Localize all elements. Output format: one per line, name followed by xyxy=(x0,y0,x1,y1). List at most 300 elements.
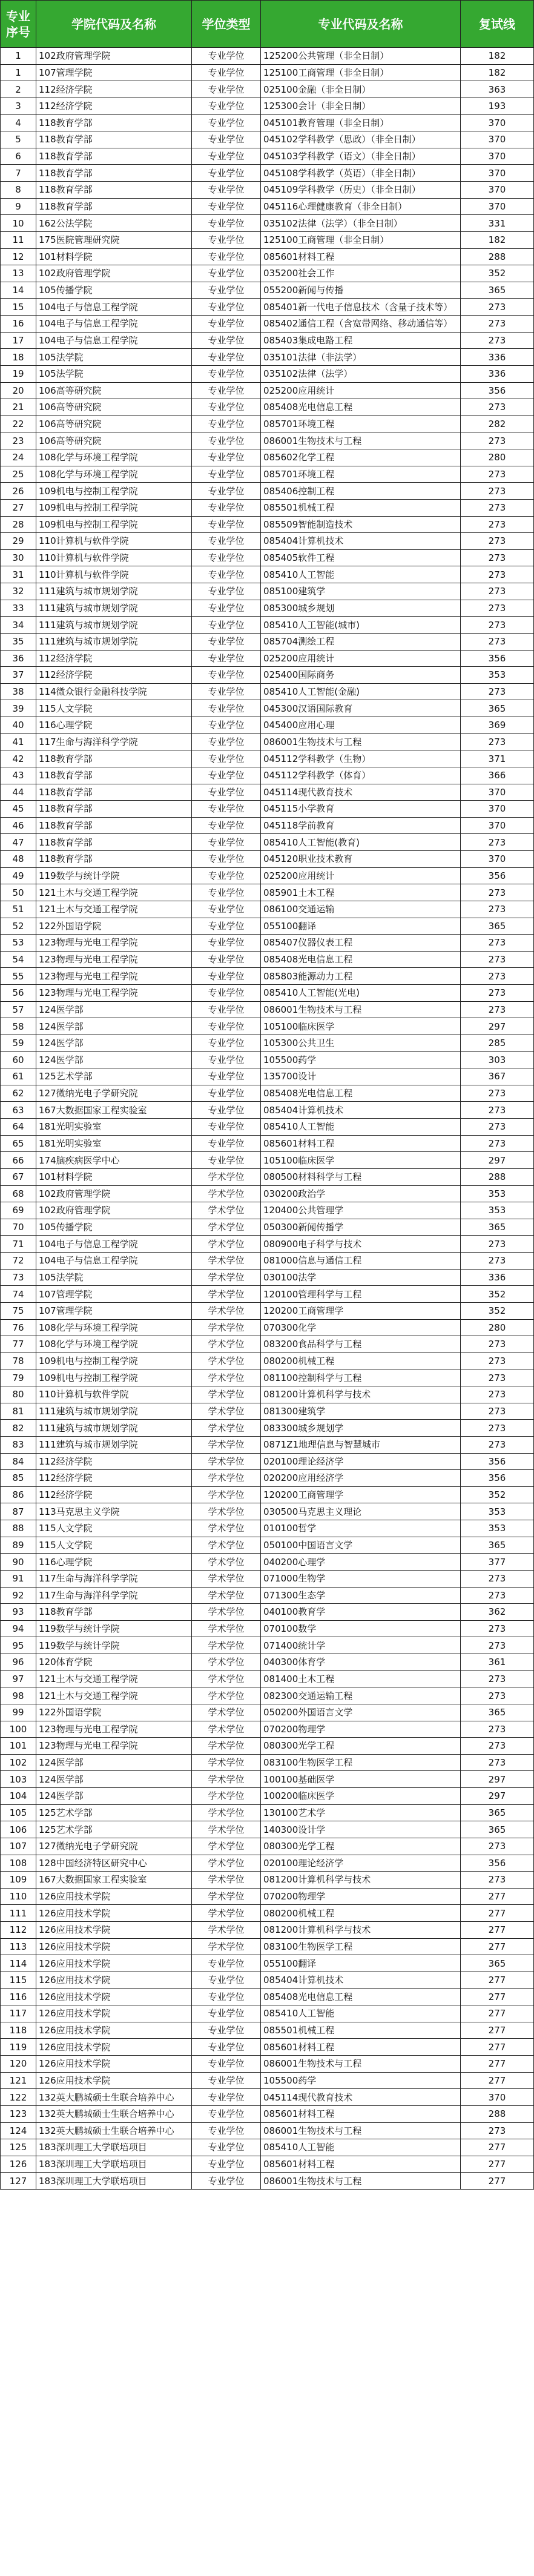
cell-major-index: 5 xyxy=(1,131,36,148)
table-row xyxy=(1,1503,534,1520)
cell-major: 070100数学 xyxy=(261,1620,461,1637)
cell-major-index: 2 xyxy=(1,81,36,98)
cell-degree-type: 学术学位 xyxy=(192,1554,261,1571)
cell-major-index: 89 xyxy=(1,1537,36,1554)
header-score-line: 复试线 xyxy=(461,1,534,48)
cell-score-line: 297 xyxy=(461,1152,534,1169)
cell-score-line: 277 xyxy=(461,1922,534,1939)
cell-major-index: 80 xyxy=(1,1386,36,1403)
cell-major: 083300城乡规划学 xyxy=(261,1420,461,1437)
cell-degree-type: 专业学位 xyxy=(192,2156,261,2173)
cell-major-index: 47 xyxy=(1,834,36,851)
cell-school: 126应用技术学院 xyxy=(36,1988,192,2005)
cell-major: 030200政治学 xyxy=(261,1185,461,1202)
cell-score-line: 273 xyxy=(461,1236,534,1253)
cell-school: 125艺术学部 xyxy=(36,1068,192,1085)
cell-major-index: 28 xyxy=(1,516,36,533)
cell-degree-type: 学术学位 xyxy=(192,1403,261,1420)
cell-major: 105500药学 xyxy=(261,2072,461,2089)
cell-major: 025200应用统计 xyxy=(261,382,461,399)
table-row xyxy=(1,1620,534,1637)
cell-degree-type: 专业学位 xyxy=(192,1018,261,1035)
cell-major-index: 65 xyxy=(1,1135,36,1152)
cell-degree-type: 学术学位 xyxy=(192,1369,261,1386)
cell-school: 126应用技术学院 xyxy=(36,1888,192,1905)
cell-major: 045103学科教学（语文）（非全日制） xyxy=(261,148,461,165)
cell-major: 045400应用心理 xyxy=(261,717,461,734)
cell-score-line: 370 xyxy=(461,165,534,182)
cell-degree-type: 学术学位 xyxy=(192,1386,261,1403)
cell-school: 126应用技术学院 xyxy=(36,2022,192,2039)
cell-school: 118教育学部 xyxy=(36,767,192,784)
cell-major: 085404计算机技术 xyxy=(261,1102,461,1119)
cell-major-index: 49 xyxy=(1,867,36,884)
cell-score-line: 356 xyxy=(461,1453,534,1470)
cell-major: 085601材料工程 xyxy=(261,2039,461,2056)
cell-score-line: 365 xyxy=(461,700,534,717)
table-row xyxy=(1,1135,534,1152)
cell-major: 045118学前教育 xyxy=(261,817,461,834)
cell-school: 126应用技术学院 xyxy=(36,2005,192,2022)
cell-major: 045108学科教学（英语）（非全日制） xyxy=(261,165,461,182)
cell-school: 120体育学院 xyxy=(36,1654,192,1671)
cell-score-line: 273 xyxy=(461,483,534,500)
header-major-index: 专业序号 xyxy=(1,1,36,48)
cell-major-index: 108 xyxy=(1,1855,36,1872)
cell-school: 118教育学部 xyxy=(36,114,192,131)
header-school: 学院代码及名称 xyxy=(36,1,192,48)
cell-major-index: 59 xyxy=(1,1035,36,1051)
cell-school: 108化学与环境工程学院 xyxy=(36,466,192,483)
cell-major-index: 79 xyxy=(1,1369,36,1386)
cell-school: 125艺术学部 xyxy=(36,1821,192,1838)
cell-score-line: 370 xyxy=(461,2089,534,2106)
cell-score-line: 356 xyxy=(461,650,534,667)
cell-degree-type: 学术学位 xyxy=(192,1168,261,1185)
cell-major-index: 61 xyxy=(1,1068,36,1085)
cell-degree-type: 专业学位 xyxy=(192,316,261,333)
cell-degree-type: 学术学位 xyxy=(192,1704,261,1721)
cell-school: 102政府管理学院 xyxy=(36,1202,192,1219)
cell-major-index: 45 xyxy=(1,801,36,818)
cell-major: 085405软件工程 xyxy=(261,549,461,566)
cell-major-index: 82 xyxy=(1,1420,36,1437)
cell-school: 132英大鹏城硕士生联合培养中心 xyxy=(36,2089,192,2106)
cell-major-index: 24 xyxy=(1,449,36,466)
cell-degree-type: 学术学位 xyxy=(192,1436,261,1453)
table-row xyxy=(1,1771,534,1788)
cell-school: 123物理与光电工程学院 xyxy=(36,935,192,952)
cell-school: 123物理与光电工程学院 xyxy=(36,985,192,1002)
cell-score-line: 365 xyxy=(461,918,534,935)
cell-major-index: 25 xyxy=(1,466,36,483)
cell-major: 085601材料工程 xyxy=(261,1135,461,1152)
cell-school: 175医院管理研究院 xyxy=(36,231,192,248)
cell-score-line: 277 xyxy=(461,2072,534,2089)
cell-school: 123物理与光电工程学院 xyxy=(36,1721,192,1738)
cell-degree-type: 学术学位 xyxy=(192,1721,261,1738)
cell-major: 0871Z1地理信息与智慧城市 xyxy=(261,1436,461,1453)
cell-school: 124医学部 xyxy=(36,1018,192,1035)
table-row xyxy=(1,182,534,199)
cell-major-index: 107 xyxy=(1,1838,36,1855)
cell-school: 123物理与光电工程学院 xyxy=(36,968,192,985)
cell-degree-type: 专业学位 xyxy=(192,1955,261,1972)
cell-degree-type: 专业学位 xyxy=(192,2005,261,2022)
cell-score-line: 273 xyxy=(461,1085,534,1102)
table-row xyxy=(1,1872,534,1889)
cell-school: 102政府管理学院 xyxy=(36,265,192,282)
cell-degree-type: 专业学位 xyxy=(192,416,261,432)
table-row xyxy=(1,549,534,566)
cell-degree-type: 专业学位 xyxy=(192,750,261,767)
cell-major: 045116心理健康教育（非全日制） xyxy=(261,198,461,215)
cell-school: 118教育学部 xyxy=(36,1604,192,1621)
cell-major-index: 110 xyxy=(1,1888,36,1905)
table-row xyxy=(1,2039,534,2056)
cell-score-line: 273 xyxy=(461,516,534,533)
cell-major-index: 44 xyxy=(1,784,36,801)
table-row xyxy=(1,416,534,432)
cell-degree-type: 专业学位 xyxy=(192,248,261,265)
cell-major-index: 43 xyxy=(1,767,36,784)
cell-degree-type: 专业学位 xyxy=(192,683,261,700)
cell-degree-type: 专业学位 xyxy=(192,918,261,935)
cell-score-line: 331 xyxy=(461,215,534,232)
cell-school: 107管理学院 xyxy=(36,64,192,81)
cell-school: 181光明实验室 xyxy=(36,1119,192,1136)
cell-degree-type: 专业学位 xyxy=(192,650,261,667)
cell-degree-type: 专业学位 xyxy=(192,449,261,466)
table-row xyxy=(1,1119,534,1136)
cell-major-index: 86 xyxy=(1,1486,36,1503)
cell-school: 112经济学院 xyxy=(36,98,192,114)
cell-degree-type: 专业学位 xyxy=(192,2089,261,2106)
cell-school: 124医学部 xyxy=(36,1051,192,1068)
table-row xyxy=(1,633,534,650)
cell-score-line: 297 xyxy=(461,1771,534,1788)
cell-degree-type: 学术学位 xyxy=(192,1336,261,1353)
cell-school: 118教育学部 xyxy=(36,750,192,767)
table-row xyxy=(1,1152,534,1169)
table-row xyxy=(1,867,534,884)
cell-major: 070200物理学 xyxy=(261,1721,461,1738)
cell-degree-type: 学术学位 xyxy=(192,1253,261,1270)
table-row xyxy=(1,918,534,935)
cell-score-line: 273 xyxy=(461,1670,534,1687)
cell-school: 105传播学院 xyxy=(36,1219,192,1236)
cell-major: 125100工商管理（非全日制） xyxy=(261,64,461,81)
table-row xyxy=(1,1670,534,1687)
cell-major-index: 40 xyxy=(1,717,36,734)
table-row xyxy=(1,1587,534,1604)
cell-degree-type: 专业学位 xyxy=(192,2139,261,2156)
cell-degree-type: 专业学位 xyxy=(192,349,261,366)
table-row xyxy=(1,1905,534,1922)
cell-degree-type: 专业学位 xyxy=(192,617,261,634)
cell-major-index: 11 xyxy=(1,231,36,248)
table-row xyxy=(1,1035,534,1051)
cell-major: 085701环境工程 xyxy=(261,466,461,483)
cell-score-line: 336 xyxy=(461,1269,534,1286)
table-row xyxy=(1,2089,534,2106)
cell-score-line: 285 xyxy=(461,1035,534,1051)
table-row xyxy=(1,499,534,516)
cell-school: 111建筑与城市规划学院 xyxy=(36,1436,192,1453)
table-row xyxy=(1,884,534,901)
table-row xyxy=(1,248,534,265)
cell-major-index: 97 xyxy=(1,1670,36,1687)
cell-degree-type: 专业学位 xyxy=(192,834,261,851)
table-row xyxy=(1,1051,534,1068)
cell-score-line: 352 xyxy=(461,265,534,282)
cell-score-line: 273 xyxy=(461,299,534,316)
cell-major-index: 69 xyxy=(1,1202,36,1219)
cell-score-line: 273 xyxy=(461,1336,534,1353)
cell-score-line: 273 xyxy=(461,1637,534,1654)
cell-major: 085401新一代电子信息技术（含量子技术等） xyxy=(261,299,461,316)
cell-degree-type: 专业学位 xyxy=(192,717,261,734)
cell-school: 112经济学院 xyxy=(36,1453,192,1470)
cell-degree-type: 专业学位 xyxy=(192,1119,261,1136)
cell-school: 132英大鹏城硕士生联合培养中心 xyxy=(36,2105,192,2122)
table-row xyxy=(1,1453,534,1470)
cell-major-index: 105 xyxy=(1,1804,36,1821)
cell-major-index: 35 xyxy=(1,633,36,650)
cell-major: 100200临床医学 xyxy=(261,1788,461,1805)
cell-major-index: 103 xyxy=(1,1771,36,1788)
cell-score-line: 277 xyxy=(461,2005,534,2022)
cell-score-line: 365 xyxy=(461,1804,534,1821)
cell-school: 104电子与信息工程学院 xyxy=(36,1236,192,1253)
cell-score-line: 277 xyxy=(461,2039,534,2056)
table-row xyxy=(1,1554,534,1571)
table-row xyxy=(1,750,534,767)
cell-score-line: 182 xyxy=(461,48,534,65)
cell-degree-type: 专业学位 xyxy=(192,801,261,818)
cell-major-index: 121 xyxy=(1,2072,36,2089)
cell-major: 085408光电信息工程 xyxy=(261,1085,461,1102)
cell-score-line: 273 xyxy=(461,1587,534,1604)
cell-major-index: 62 xyxy=(1,1085,36,1102)
cell-score-line: 369 xyxy=(461,717,534,734)
cell-major: 045101教育管理（非全日制） xyxy=(261,114,461,131)
cell-score-line: 273 xyxy=(461,1687,534,1704)
cell-major-index: 7 xyxy=(1,165,36,182)
cell-major-index: 91 xyxy=(1,1570,36,1587)
cell-major-index: 21 xyxy=(1,399,36,416)
cell-major-index: 23 xyxy=(1,432,36,449)
cell-school: 104电子与信息工程学院 xyxy=(36,1253,192,1270)
cell-score-line: 365 xyxy=(461,1537,534,1554)
cell-degree-type: 学术学位 xyxy=(192,1537,261,1554)
cell-school: 110计算机与软件学院 xyxy=(36,566,192,583)
table-row xyxy=(1,583,534,600)
cell-score-line: 273 xyxy=(461,466,534,483)
cell-school: 112经济学院 xyxy=(36,81,192,98)
cell-major: 080500材料科学与工程 xyxy=(261,1168,461,1185)
cell-degree-type: 专业学位 xyxy=(192,432,261,449)
cell-major-index: 70 xyxy=(1,1219,36,1236)
cell-major-index: 123 xyxy=(1,2105,36,2122)
table-row xyxy=(1,2156,534,2173)
table-row xyxy=(1,1838,534,1855)
table-row xyxy=(1,1654,534,1671)
cell-score-line: 370 xyxy=(461,198,534,215)
cell-score-line: 353 xyxy=(461,1520,534,1537)
table-body xyxy=(1,48,534,2190)
cell-school: 126应用技术学院 xyxy=(36,1972,192,1988)
table-row xyxy=(1,1888,534,1905)
cell-degree-type: 学术学位 xyxy=(192,1486,261,1503)
table-row xyxy=(1,1955,534,1972)
cell-score-line: 356 xyxy=(461,867,534,884)
table-row xyxy=(1,901,534,918)
cell-degree-type: 专业学位 xyxy=(192,483,261,500)
cell-major-index: 98 xyxy=(1,1687,36,1704)
table-row xyxy=(1,1486,534,1503)
cell-score-line: 273 xyxy=(461,2122,534,2139)
cell-major: 055200新闻与传播 xyxy=(261,282,461,299)
cell-degree-type: 专业学位 xyxy=(192,851,261,868)
cell-degree-type: 学术学位 xyxy=(192,1670,261,1687)
cell-degree-type: 专业学位 xyxy=(192,2022,261,2039)
cell-major: 085408光电信息工程 xyxy=(261,1988,461,2005)
cell-score-line: 371 xyxy=(461,750,534,767)
cell-major-index: 60 xyxy=(1,1051,36,1068)
table-row xyxy=(1,600,534,617)
cell-degree-type: 专业学位 xyxy=(192,1001,261,1018)
cell-degree-type: 专业学位 xyxy=(192,901,261,918)
cell-major-index: 77 xyxy=(1,1336,36,1353)
cell-school: 105法学院 xyxy=(36,1269,192,1286)
table-row xyxy=(1,2105,534,2122)
cell-school: 102政府管理学院 xyxy=(36,1185,192,1202)
cell-score-line: 280 xyxy=(461,449,534,466)
cell-major-index: 114 xyxy=(1,1955,36,1972)
cell-score-line: 277 xyxy=(461,2022,534,2039)
cell-score-line: 273 xyxy=(461,968,534,985)
cell-score-line: 273 xyxy=(461,1721,534,1738)
table-row xyxy=(1,1738,534,1755)
cell-score-line: 273 xyxy=(461,1135,534,1152)
cell-school: 111建筑与城市规划学院 xyxy=(36,633,192,650)
cell-score-line: 356 xyxy=(461,382,534,399)
cell-school: 126应用技术学院 xyxy=(36,1905,192,1922)
cell-degree-type: 专业学位 xyxy=(192,2039,261,2056)
cell-degree-type: 专业学位 xyxy=(192,1988,261,2005)
table-row xyxy=(1,784,534,801)
cell-school: 112经济学院 xyxy=(36,1470,192,1487)
cell-score-line: 273 xyxy=(461,1738,534,1755)
cell-major-index: 81 xyxy=(1,1403,36,1420)
cell-school: 174脑疾病医学中心 xyxy=(36,1152,192,1169)
cell-major: 071300生态学 xyxy=(261,1587,461,1604)
cell-major-index: 96 xyxy=(1,1654,36,1671)
cell-school: 167大数据国家工程实验室 xyxy=(36,1102,192,1119)
table-row xyxy=(1,1988,534,2005)
cell-score-line: 370 xyxy=(461,131,534,148)
table-row xyxy=(1,1219,534,1236)
table-row xyxy=(1,683,534,700)
cell-major: 085601材料工程 xyxy=(261,248,461,265)
cell-major-index: 53 xyxy=(1,935,36,952)
table-row xyxy=(1,48,534,65)
cell-major-index: 125 xyxy=(1,2139,36,2156)
cell-major-index: 51 xyxy=(1,901,36,918)
header-major: 专业代码及名称 xyxy=(261,1,461,48)
cell-school: 121土木与交通工程学院 xyxy=(36,1670,192,1687)
cell-major-index: 90 xyxy=(1,1554,36,1571)
cell-school: 109机电与控制工程学院 xyxy=(36,516,192,533)
table-row xyxy=(1,1704,534,1721)
table-row xyxy=(1,64,534,81)
cell-major-index: 32 xyxy=(1,583,36,600)
cell-major-index: 6 xyxy=(1,148,36,165)
cell-score-line: 273 xyxy=(461,533,534,550)
cell-score-line: 273 xyxy=(461,583,534,600)
cell-major: 080200机械工程 xyxy=(261,1905,461,1922)
cell-score-line: 273 xyxy=(461,683,534,700)
cell-major-index: 84 xyxy=(1,1453,36,1470)
cell-school: 118教育学部 xyxy=(36,131,192,148)
cell-score-line: 273 xyxy=(461,1570,534,1587)
cell-score-line: 273 xyxy=(461,1838,534,1855)
cell-major: 085406控制工程 xyxy=(261,483,461,500)
cell-school: 106高等研究院 xyxy=(36,399,192,416)
cell-major: 081200计算机科学与技术 xyxy=(261,1386,461,1403)
cell-major: 050100中国语言文学 xyxy=(261,1537,461,1554)
cell-major-index: 100 xyxy=(1,1721,36,1738)
cell-major: 040100教育学 xyxy=(261,1604,461,1621)
table-row xyxy=(1,985,534,1002)
cell-major: 085901土木工程 xyxy=(261,884,461,901)
cell-major-index: 120 xyxy=(1,2056,36,2073)
cell-score-line: 356 xyxy=(461,1855,534,1872)
cell-major: 030100法学 xyxy=(261,1269,461,1286)
cell-school: 116心理学院 xyxy=(36,717,192,734)
cell-major-index: 95 xyxy=(1,1637,36,1654)
cell-major-index: 22 xyxy=(1,416,36,432)
table-row xyxy=(1,399,534,416)
table-row xyxy=(1,316,534,333)
cell-major: 085300城乡规划 xyxy=(261,600,461,617)
cell-major-index: 15 xyxy=(1,299,36,316)
cell-school: 117生命与海洋科学学院 xyxy=(36,1570,192,1587)
cell-major-index: 42 xyxy=(1,750,36,767)
cell-score-line: 273 xyxy=(461,1102,534,1119)
cell-major-index: 57 xyxy=(1,1001,36,1018)
cell-major-index: 73 xyxy=(1,1269,36,1286)
cell-score-line: 273 xyxy=(461,1253,534,1270)
table-row xyxy=(1,148,534,165)
cell-major-index: 113 xyxy=(1,1938,36,1955)
cell-major: 083200食品科学与工程 xyxy=(261,1336,461,1353)
cell-score-line: 370 xyxy=(461,851,534,868)
table-row xyxy=(1,1353,534,1369)
cell-degree-type: 专业学位 xyxy=(192,1068,261,1085)
cell-score-line: 362 xyxy=(461,1604,534,1621)
cell-school: 112经济学院 xyxy=(36,650,192,667)
table-row xyxy=(1,2056,534,2073)
cell-major-index: 118 xyxy=(1,2022,36,2039)
cell-major-index: 101 xyxy=(1,1738,36,1755)
cell-major-index: 124 xyxy=(1,2122,36,2139)
cell-degree-type: 专业学位 xyxy=(192,566,261,583)
cell-school: 126应用技术学院 xyxy=(36,2056,192,2073)
cell-school: 112经济学院 xyxy=(36,1486,192,1503)
cell-school: 105传播学院 xyxy=(36,282,192,299)
